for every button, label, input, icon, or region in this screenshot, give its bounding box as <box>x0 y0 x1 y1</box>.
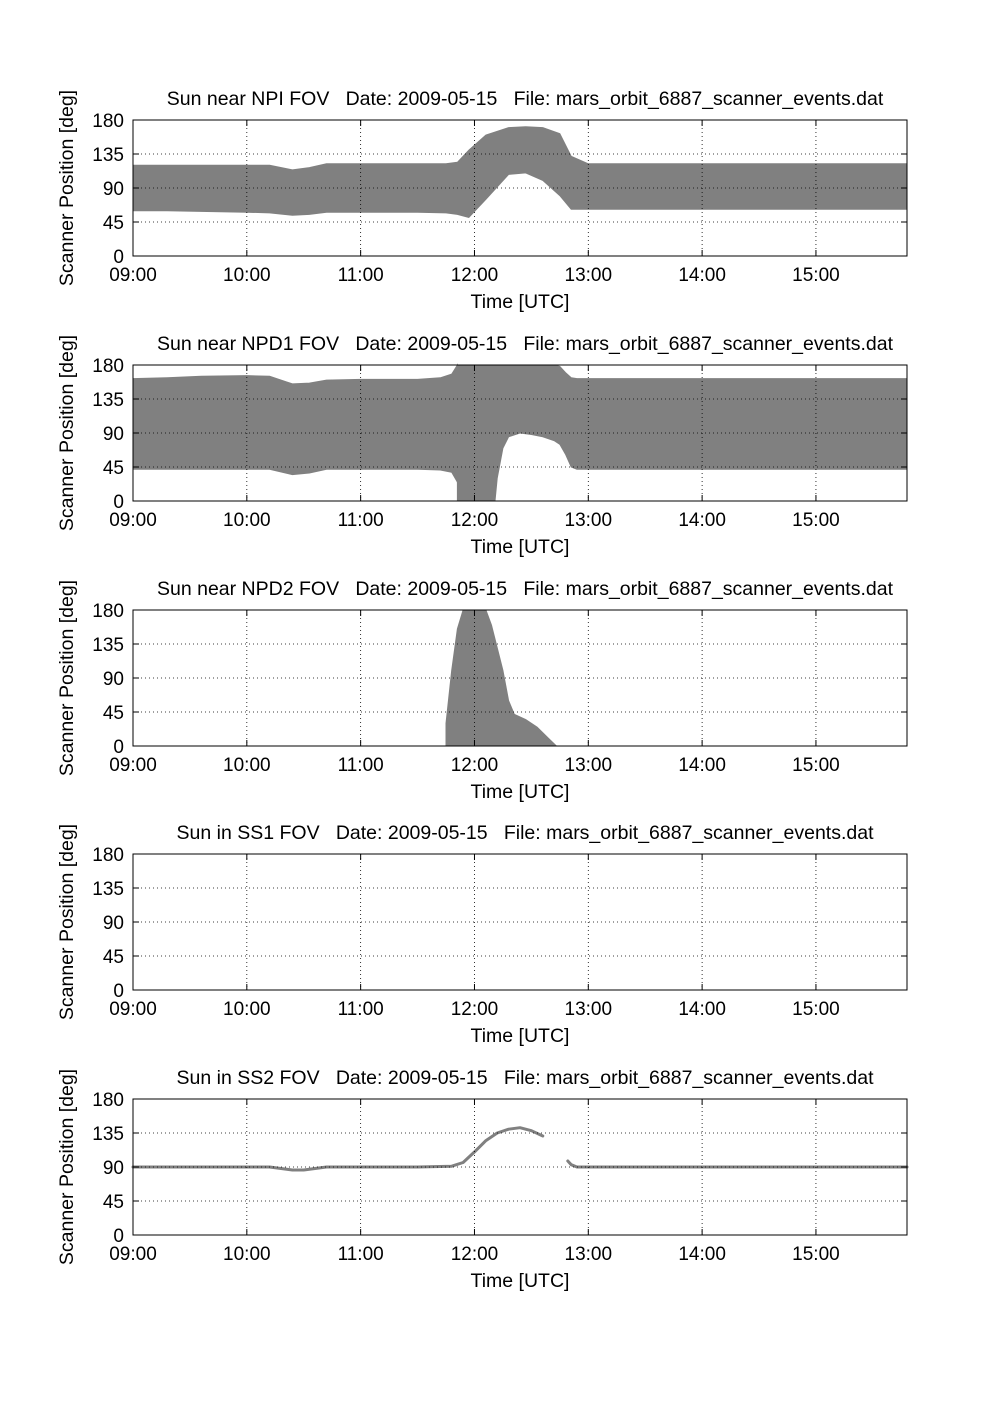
x-tick-label: 12:00 <box>450 755 499 776</box>
x-tick-label: 15:00 <box>792 510 840 531</box>
chart-title: Sun near NPD1 FOV Date: 2009-05-15 File: mars_orbit_6887_scanner_events.dat <box>157 333 893 355</box>
y-axis-label: Scanner Position [deg] <box>56 1068 78 1266</box>
x-tick-label: 09:00 <box>109 265 157 286</box>
chart-title: Sun in SS2 FOV Date: 2009-05-15 File: mars_orbit_6887_scanner_events.dat <box>176 1067 874 1089</box>
y-axis-label: Scanner Position [deg] <box>56 89 78 287</box>
x-tick-label: 13:00 <box>564 999 613 1020</box>
x-tick-label: 10:00 <box>223 1244 271 1265</box>
y-tick-label: 135 <box>92 879 124 900</box>
x-tick-label: 11:00 <box>337 999 384 1020</box>
chart-panel-4 <box>56 822 907 1047</box>
y-tick-label: 135 <box>92 390 124 411</box>
x-tick-label: 15:00 <box>792 1244 840 1265</box>
x-tick-label: 13:00 <box>564 265 613 286</box>
x-tick-label: 09:00 <box>109 1244 157 1265</box>
x-tick-label: 12:00 <box>450 265 499 286</box>
y-tick-label: 135 <box>92 1124 124 1145</box>
chart-title: Sun near NPI FOV Date: 2009-05-15 File: mars_orbit_6887_scanner_events.dat <box>166 88 884 110</box>
x-tick-label: 09:00 <box>109 755 157 776</box>
y-axis-label: Scanner Position [deg] <box>56 579 78 777</box>
x-tick-label: 13:00 <box>564 1244 613 1265</box>
x-tick-label: 10:00 <box>223 510 271 531</box>
x-tick-label: 10:00 <box>223 999 271 1020</box>
x-tick-label: 14:00 <box>678 1244 726 1265</box>
x-axis-label: Time [UTC] <box>470 1025 570 1047</box>
x-axis-label: Time [UTC] <box>470 781 570 803</box>
y-tick-label: 180 <box>92 601 124 622</box>
y-tick-label: 90 <box>102 1158 124 1179</box>
chart-panel-5 <box>56 1067 907 1292</box>
x-tick-label: 12:00 <box>450 510 499 531</box>
y-tick-label: 45 <box>102 1192 124 1213</box>
y-tick-label: 0 <box>113 981 124 1002</box>
x-tick-label: 11:00 <box>337 265 384 286</box>
y-axis-label: Scanner Position [deg] <box>56 823 78 1021</box>
x-tick-label: 14:00 <box>678 510 726 531</box>
y-tick-label: 45 <box>102 213 124 234</box>
y-tick-label: 0 <box>113 737 124 758</box>
x-tick-label: 11:00 <box>337 1244 384 1265</box>
x-tick-label: 12:00 <box>450 999 499 1020</box>
x-tick-label: 11:00 <box>337 510 384 531</box>
y-tick-label: 90 <box>102 669 124 690</box>
y-tick-label: 0 <box>113 492 124 513</box>
x-tick-label: 14:00 <box>678 999 726 1020</box>
x-axis-label: Time [UTC] <box>470 1270 570 1292</box>
y-tick-label: 135 <box>92 635 124 656</box>
chart-panel-1 <box>56 88 907 313</box>
y-axis-label: Scanner Position [deg] <box>56 334 78 532</box>
y-tick-label: 45 <box>102 703 124 724</box>
chart-title: Sun near NPD2 FOV Date: 2009-05-15 File: mars_orbit_6887_scanner_events.dat <box>157 578 893 600</box>
y-tick-label: 180 <box>92 845 124 866</box>
y-tick-label: 0 <box>113 1226 124 1247</box>
x-tick-label: 09:00 <box>109 510 157 531</box>
x-tick-label: 14:00 <box>678 755 726 776</box>
x-axis-label: Time [UTC] <box>470 536 570 558</box>
chart-panel-3 <box>56 578 907 803</box>
y-tick-label: 90 <box>102 424 124 445</box>
x-tick-label: 15:00 <box>792 999 840 1020</box>
chart-panel-2 <box>56 333 907 558</box>
y-tick-label: 90 <box>102 179 124 200</box>
x-tick-label: 14:00 <box>678 265 726 286</box>
y-tick-label: 90 <box>102 913 124 934</box>
y-tick-label: 0 <box>113 247 124 268</box>
x-tick-label: 15:00 <box>792 755 840 776</box>
y-tick-label: 180 <box>92 356 124 377</box>
y-tick-label: 45 <box>102 947 124 968</box>
x-tick-label: 10:00 <box>223 755 271 776</box>
y-tick-label: 45 <box>102 458 124 479</box>
x-tick-label: 13:00 <box>564 510 613 531</box>
x-tick-label: 13:00 <box>564 755 613 776</box>
x-axis-label: Time [UTC] <box>470 291 570 313</box>
x-tick-label: 11:00 <box>337 755 384 776</box>
x-tick-label: 15:00 <box>792 265 840 286</box>
x-tick-label: 12:00 <box>450 1244 499 1265</box>
x-tick-label: 09:00 <box>109 999 157 1020</box>
y-tick-label: 180 <box>92 1090 124 1111</box>
y-tick-label: 180 <box>92 111 124 132</box>
y-tick-label: 135 <box>92 145 124 166</box>
x-tick-label: 10:00 <box>223 265 271 286</box>
chart-title: Sun in SS1 FOV Date: 2009-05-15 File: mars_orbit_6887_scanner_events.dat <box>176 822 874 844</box>
